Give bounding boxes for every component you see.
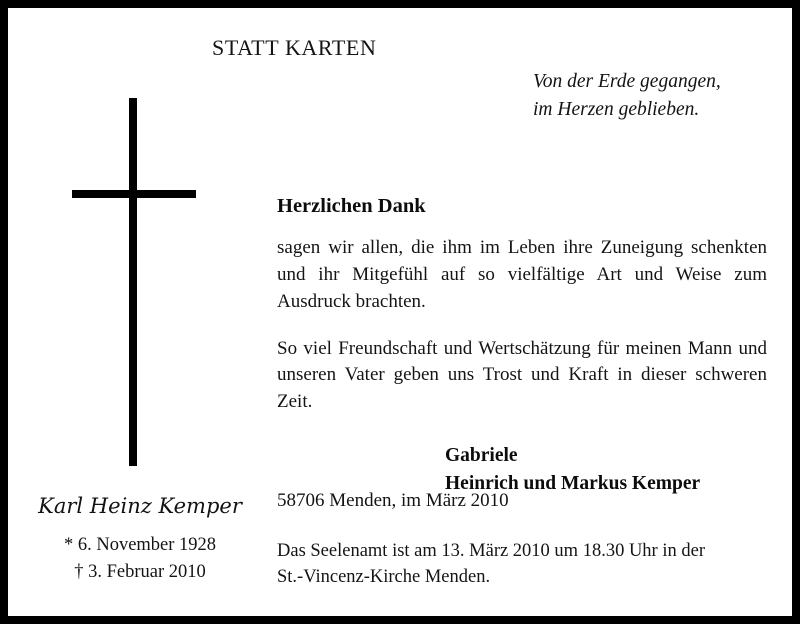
memorial-card-inner	[8, 8, 792, 616]
birth-date-line: * 6. November 1928	[63, 535, 217, 556]
signer-line-2: Heinrich und Markus Kemper	[445, 473, 701, 495]
thanks-paragraph-1: sagen wir allen, die ihm im Leben ihre Zuneigung schenkten und ihr Mitgefühl auf so vielfältige Art und Weise zum Ausdruck brachten.	[277, 236, 767, 312]
motto-line-2: im Herzen geblieben.	[533, 98, 700, 120]
deceased-name: Karl Heinz Kemper	[38, 494, 242, 518]
place-and-date: 58706 Menden, im März 2010	[277, 490, 509, 511]
cross-vertical-bar	[129, 98, 137, 466]
thanks-heading: Herzlichen Dank	[277, 195, 426, 217]
deceased-block	[16, 494, 264, 586]
service-note	[277, 538, 777, 591]
signer-line-1: Gabriele	[445, 445, 518, 467]
motto-line-1: Von der Erde gegangen,	[533, 71, 721, 92]
motto-block	[533, 68, 721, 123]
main-text-column	[277, 194, 767, 498]
deceased-dates	[16, 532, 264, 586]
service-note-line-1: Das Seelenamt ist am 13. März 2010 um 18.30 Uhr in der	[277, 541, 705, 561]
thanks-paragraph-2: So viel Freundschaft und Wertschätzung für meinen Mann und unseren Vater geben uns Trost und Kraft in dieser schweren Zeit.	[277, 337, 767, 413]
statt-karten-heading: STATT KARTEN	[212, 35, 377, 60]
service-note-line-2: St.-Vincenz-Kirche Menden.	[277, 567, 491, 588]
latin-cross-icon	[63, 88, 213, 478]
cross-horizontal-bar	[72, 190, 196, 198]
death-date-line: † 3. Februar 2010	[74, 562, 206, 582]
